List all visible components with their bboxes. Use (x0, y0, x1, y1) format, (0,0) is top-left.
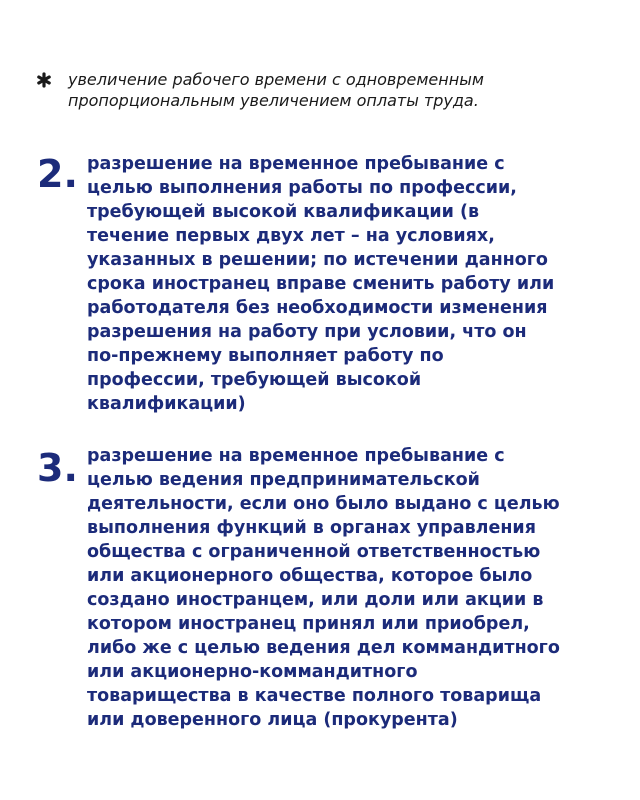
item-line: профессии, требующей высокой (87, 370, 422, 390)
bullet-text (68, 69, 616, 111)
numbered-item-2 (37, 152, 617, 416)
item-line: разрешение на временное пребывание с (87, 154, 505, 174)
item-line: общества с ограниченной ответственностью (87, 542, 541, 562)
item-line: квалификации) (87, 394, 246, 414)
bullet-line: пропорциональным увеличением оплаты труда. (68, 91, 479, 110)
item-text (87, 444, 617, 732)
item-line: разрешения на работу при условии, что он (87, 322, 527, 342)
item-line: выполнения функций в органах управления (87, 518, 536, 538)
item-line: или акционерного общества, которое было (87, 566, 533, 586)
item-line: котором иностранец принял или приобрел, (87, 614, 530, 634)
item-line: указанных в решении; по истечении данного (87, 250, 548, 270)
item-line: целью выполнения работы по профессии, (87, 178, 517, 198)
bullet-item (36, 69, 616, 111)
item-line: целью ведения предпринимательской (87, 470, 480, 490)
item-line: течение первых двух лет – на условиях, (87, 226, 495, 246)
item-text (87, 152, 617, 416)
item-line: работодателя без необходимости изменения (87, 298, 548, 318)
item-line: или доверенного лица (прокурента) (87, 710, 458, 730)
item-line: по-прежнему выполняет работу по (87, 346, 444, 366)
asterisk-icon (36, 72, 52, 88)
item-line: или акционерно-коммандитного (87, 662, 418, 682)
numbered-item-3 (37, 444, 617, 732)
item-line: требующей высокой квалификации (в (87, 202, 480, 222)
item-line: либо же с целью ведения дел коммандитного (87, 638, 560, 658)
item-line: срока иностранец вправе сменить работу или (87, 274, 555, 294)
bullet-line: увеличение рабочего времени с одновременным (68, 70, 484, 89)
item-number: 3. (37, 446, 78, 490)
item-number: 2. (37, 152, 78, 196)
item-line: разрешение на временное пребывание с (87, 446, 505, 466)
item-line: деятельности, если оно было выдано с целью (87, 494, 560, 514)
item-line: товарищества в качестве полного товарища (87, 686, 542, 706)
item-line: создано иностранцем, или доли или акции в (87, 590, 544, 610)
